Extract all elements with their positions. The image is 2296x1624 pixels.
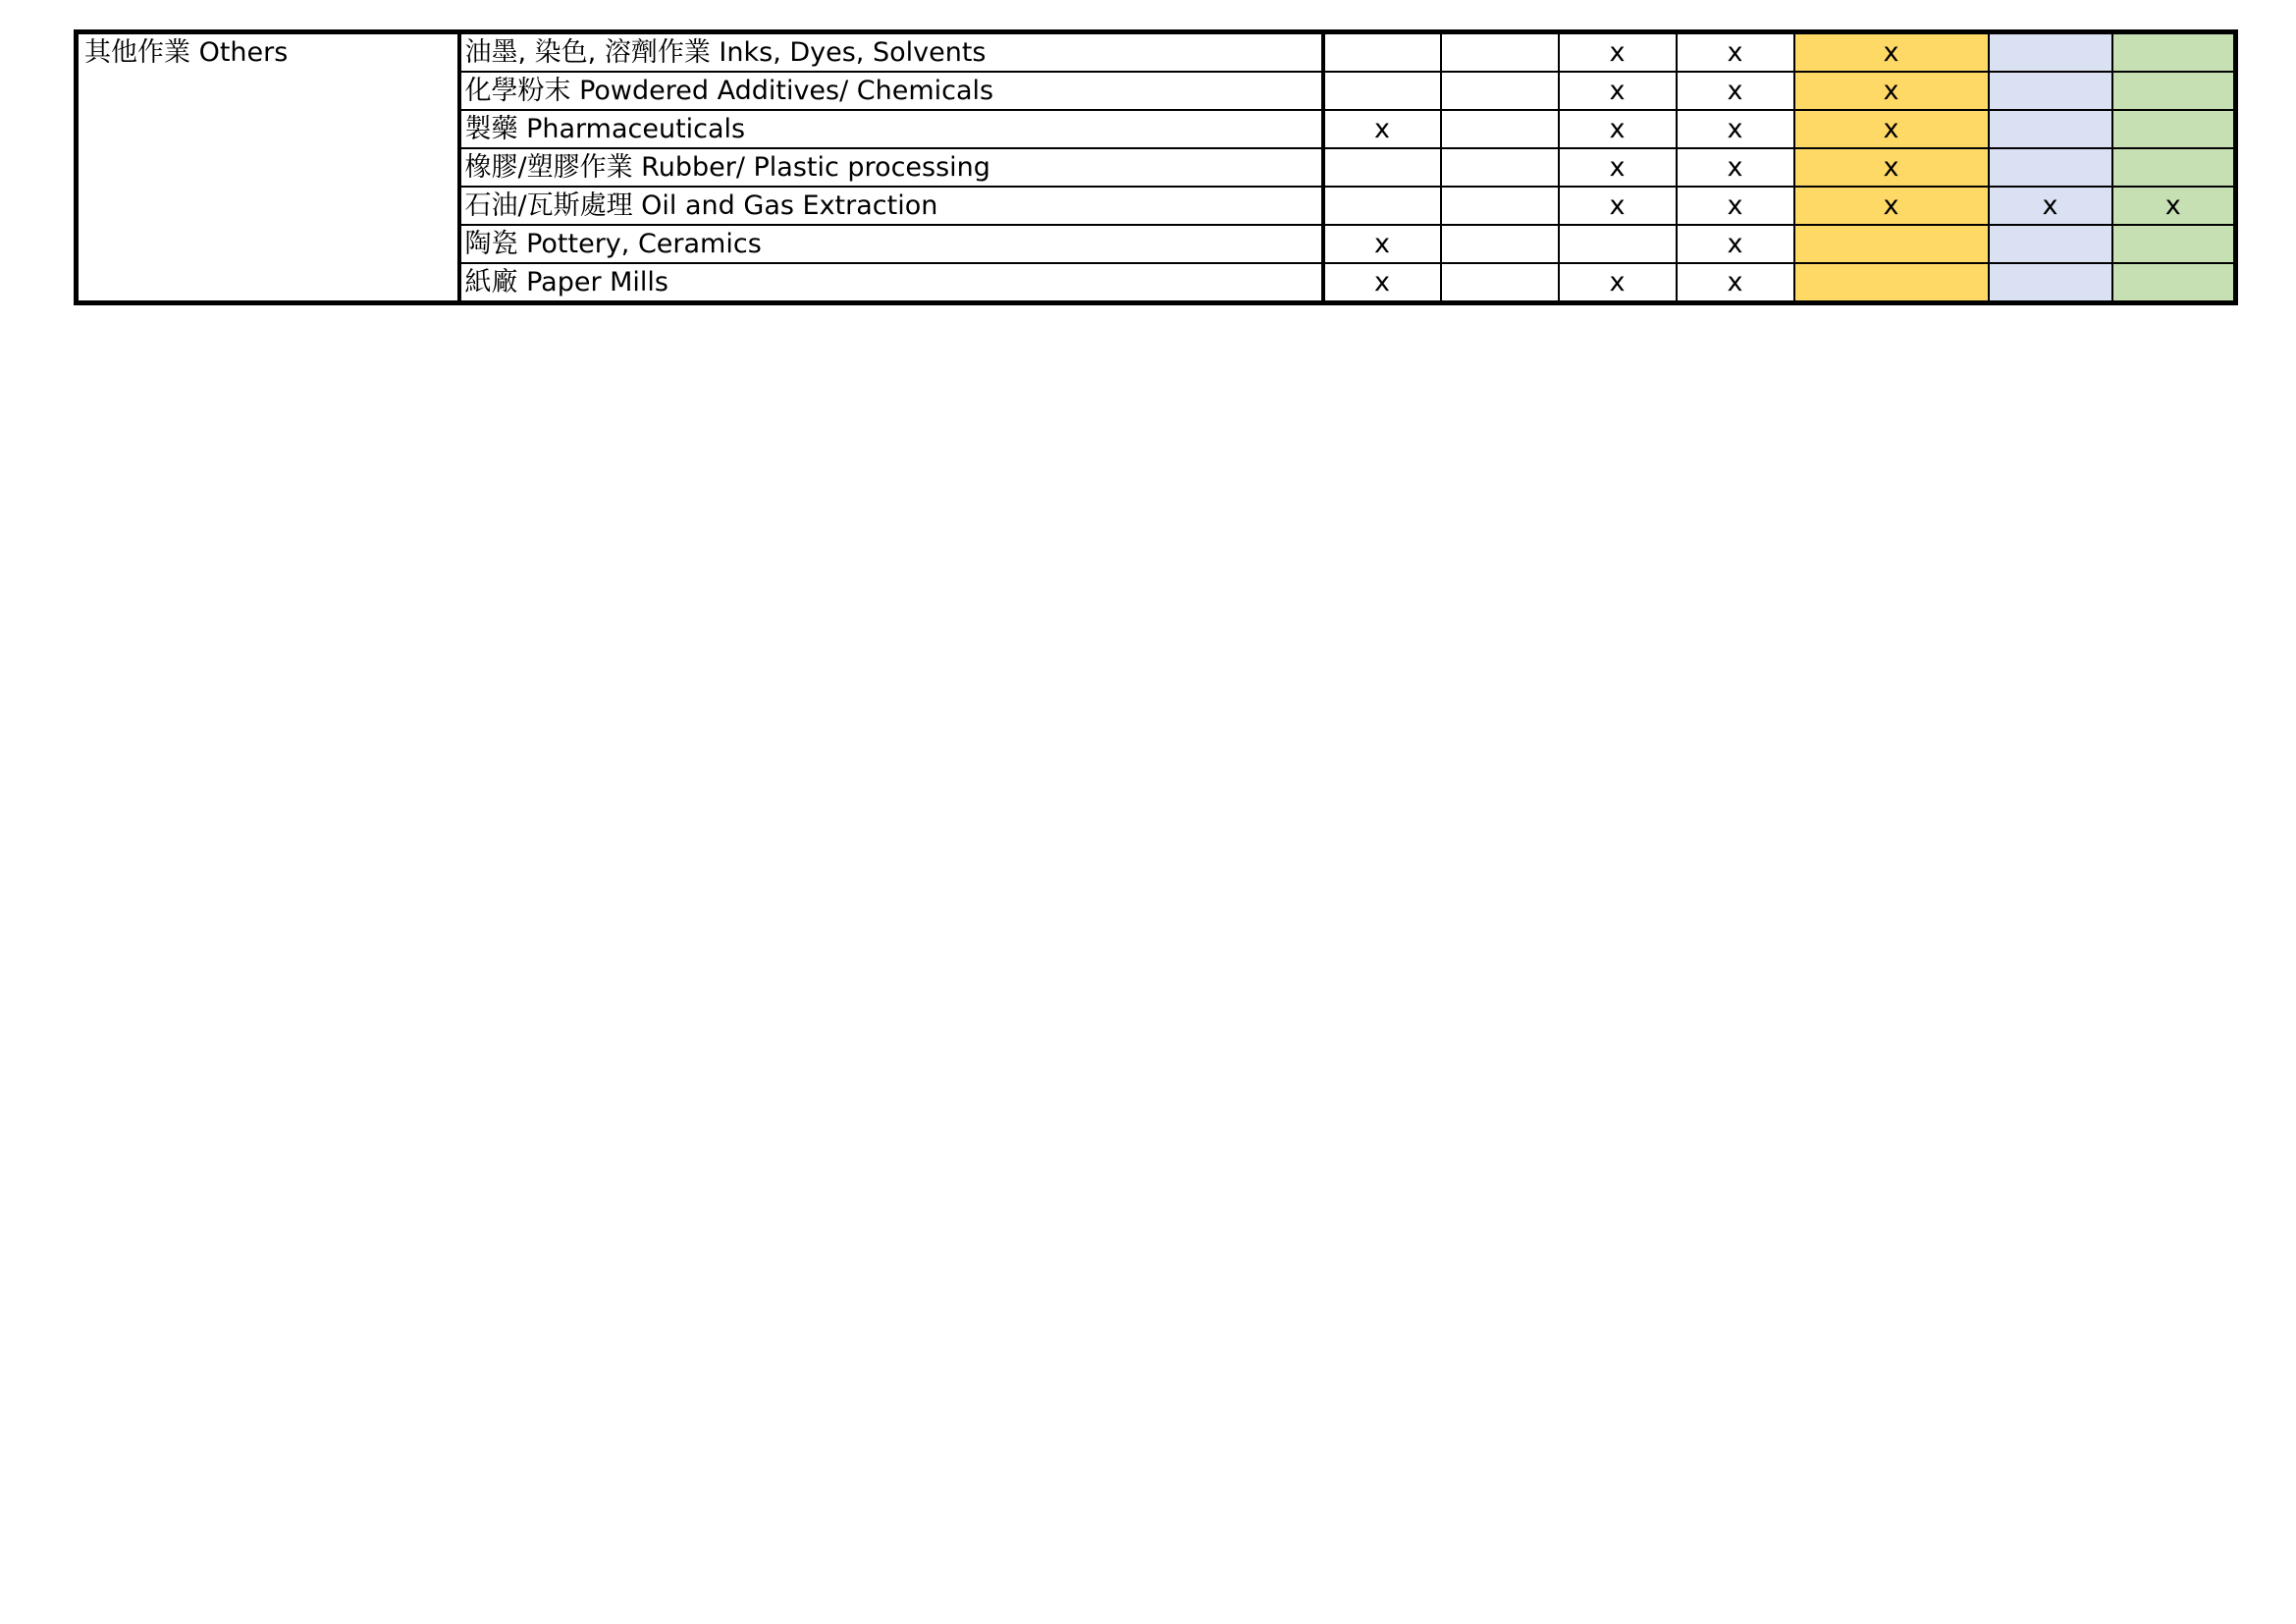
mark-cell-c1: x: [1323, 263, 1441, 303]
mark-cell-c1: x: [1323, 225, 1441, 263]
mark-cell-c5: x: [1794, 148, 1989, 187]
mark-cell-c2: [1441, 187, 1559, 225]
mark-cell-c3: x: [1559, 148, 1677, 187]
mark-cell-c7: [2112, 225, 2236, 263]
mark-cell-c6: [1989, 32, 2112, 73]
mark-cell-c3: x: [1559, 263, 1677, 303]
mark-cell-c4: x: [1677, 225, 1794, 263]
industry-label-cell: 油墨, 染色, 溶劑作業 Inks, Dyes, Solvents: [459, 32, 1323, 73]
mark-cell-c1: [1323, 32, 1441, 73]
mark-cell-c5: x: [1794, 187, 1989, 225]
mark-cell-c4: x: [1677, 187, 1794, 225]
mark-cell-c5: [1794, 225, 1989, 263]
industry-label-cell: 石油/瓦斯處理 Oil and Gas Extraction: [459, 187, 1323, 225]
mark-cell-c4: x: [1677, 32, 1794, 73]
mark-cell-c3: [1559, 225, 1677, 263]
mark-cell-c4: x: [1677, 72, 1794, 110]
mark-cell-c2: [1441, 72, 1559, 110]
mark-cell-c4: x: [1677, 148, 1794, 187]
mark-cell-c6: [1989, 148, 2112, 187]
mark-cell-c5: x: [1794, 72, 1989, 110]
mark-cell-c2: [1441, 148, 1559, 187]
mark-cell-c5: [1794, 263, 1989, 303]
mark-cell-c3: x: [1559, 32, 1677, 73]
mark-cell-c1: [1323, 148, 1441, 187]
industry-label-cell: 橡膠/塑膠作業 Rubber/ Plastic processing: [459, 148, 1323, 187]
industry-label-cell: 製藥 Pharmaceuticals: [459, 110, 1323, 148]
mark-cell-c2: [1441, 225, 1559, 263]
mark-cell-c7: [2112, 72, 2236, 110]
mark-cell-c3: x: [1559, 110, 1677, 148]
mark-cell-c1: x: [1323, 110, 1441, 148]
industry-label-cell: 紙廠 Paper Mills: [459, 263, 1323, 303]
mark-cell-c2: [1441, 110, 1559, 148]
mark-cell-c2: [1441, 263, 1559, 303]
mark-cell-c6: [1989, 263, 2112, 303]
mark-cell-c6: [1989, 72, 2112, 110]
mark-cell-c4: x: [1677, 263, 1794, 303]
mark-cell-c6: x: [1989, 187, 2112, 225]
mark-cell-c3: x: [1559, 187, 1677, 225]
industry-label-cell: 化學粉末 Powdered Additives/ Chemicals: [459, 72, 1323, 110]
table-body: [77, 32, 2236, 303]
mark-cell-c7: [2112, 148, 2236, 187]
industry-label-cell: 陶瓷 Pottery, Ceramics: [459, 225, 1323, 263]
mark-cell-c7: [2112, 263, 2236, 303]
mark-cell-c6: [1989, 110, 2112, 148]
mark-cell-c1: [1323, 72, 1441, 110]
mark-cell-c3: x: [1559, 72, 1677, 110]
mark-cell-c5: x: [1794, 32, 1989, 73]
category-cell: 其他作業 Others: [77, 32, 459, 303]
mark-cell-c7: [2112, 32, 2236, 73]
mark-cell-c5: x: [1794, 110, 1989, 148]
mark-cell-c7: [2112, 110, 2236, 148]
mark-cell-c4: x: [1677, 110, 1794, 148]
table-row: [77, 32, 2236, 73]
mark-cell-c1: [1323, 187, 1441, 225]
mark-cell-c7: x: [2112, 187, 2236, 225]
industry-table: [74, 29, 2238, 305]
mark-cell-c2: [1441, 32, 1559, 73]
mark-cell-c6: [1989, 225, 2112, 263]
